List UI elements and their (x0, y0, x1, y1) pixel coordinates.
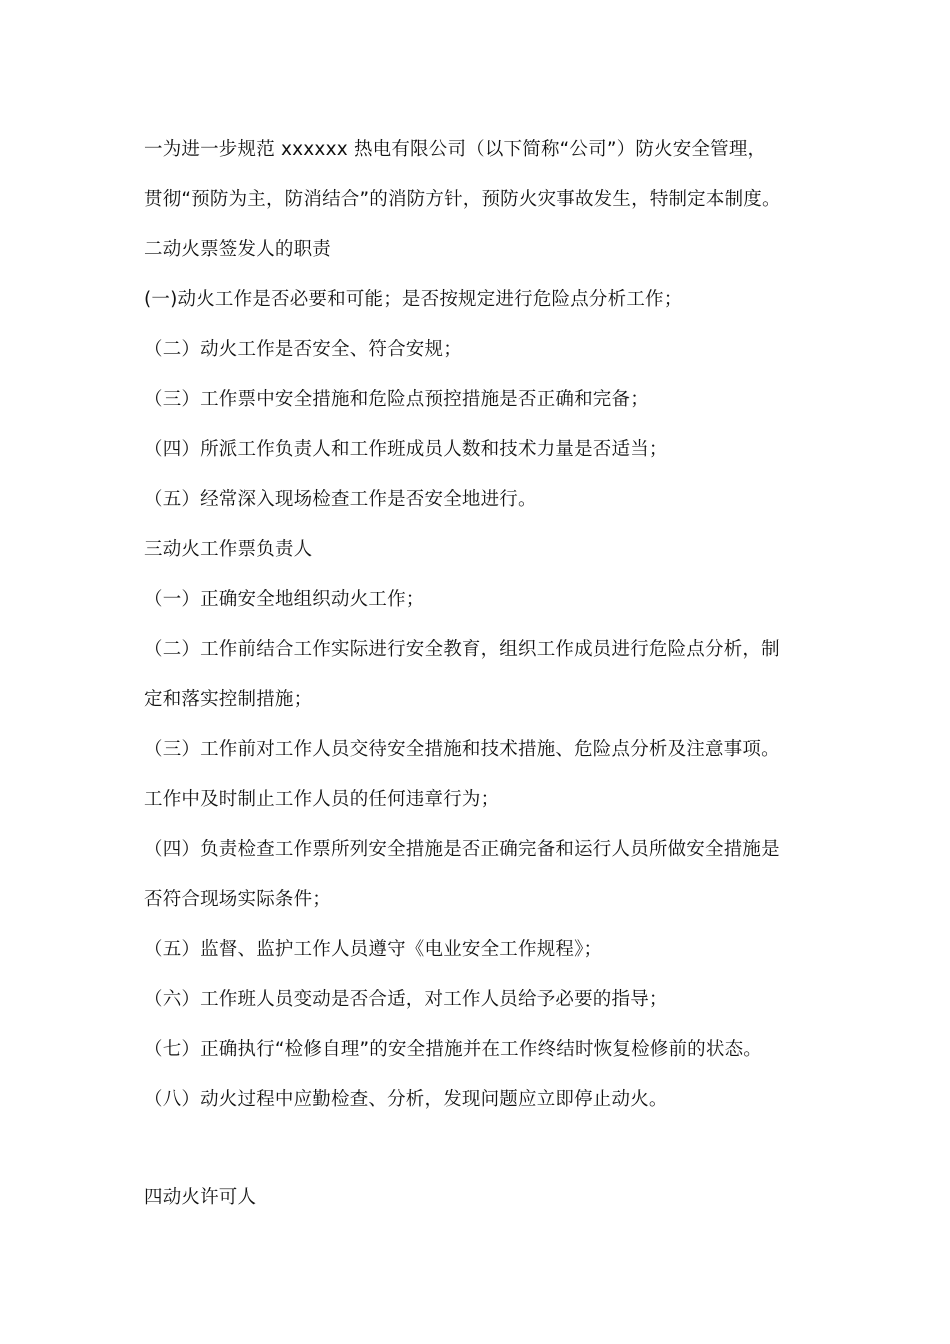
list-item: (一)动火工作是否必要和可能；是否按规定进行危险点分析工作； (144, 289, 683, 310)
list-item: （二）工作前结合工作实际进行安全教育，组织工作成员进行危险点分析，制 (144, 639, 780, 660)
list-item-continuation: 否符合现场实际条件； (144, 889, 332, 910)
paragraph-line: 一为进一步规范 xxxxxx 热电有限公司（以下简称“公司”）防火安全管理， (144, 139, 767, 160)
section-heading: 四动火许可人 (144, 1187, 257, 1208)
paragraph-line: 贯彻“预防为主，防消结合”的消防方针，预防火灾事故发生，特制定本制度。 (144, 189, 781, 210)
section-heading: 二动火票签发人的职责 (144, 239, 332, 260)
list-item: （八）动火过程中应勤检查、分析，发现问题应立即停止动火。 (144, 1089, 668, 1110)
list-item: （二）动火工作是否安全、符合安规； (144, 339, 462, 360)
list-item: （六）工作班人员变动是否合适，对工作人员给予必要的指导； (144, 989, 668, 1010)
section-heading: 三动火工作票负责人 (144, 539, 313, 560)
list-item: （四）负责检查工作票所列安全措施是否正确完备和运行人员所做安全措施是 (144, 839, 780, 860)
list-item: （七）正确执行“检修自理”的安全措施并在工作终结时恢复检修前的状态。 (144, 1039, 762, 1060)
list-item: （五）监督、监护工作人员遵守《电业安全工作规程》； (144, 939, 603, 960)
list-item-continuation: 定和落实控制措施； (144, 689, 313, 710)
list-item: （三）工作票中安全措施和危险点预控措施是否正确和完备； (144, 389, 649, 410)
list-item-continuation: 工作中及时制止工作人员的任何违章行为； (144, 789, 500, 810)
list-item: （五）经常深入现场检查工作是否安全地进行。 (144, 489, 537, 510)
list-item: （一）正确安全地组织动火工作； (144, 589, 425, 610)
list-item: （三）工作前对工作人员交待安全措施和技术措施、危险点分析及注意事项。 (144, 739, 780, 760)
list-item: （四）所派工作负责人和工作班成员人数和技术力量是否适当； (144, 439, 668, 460)
